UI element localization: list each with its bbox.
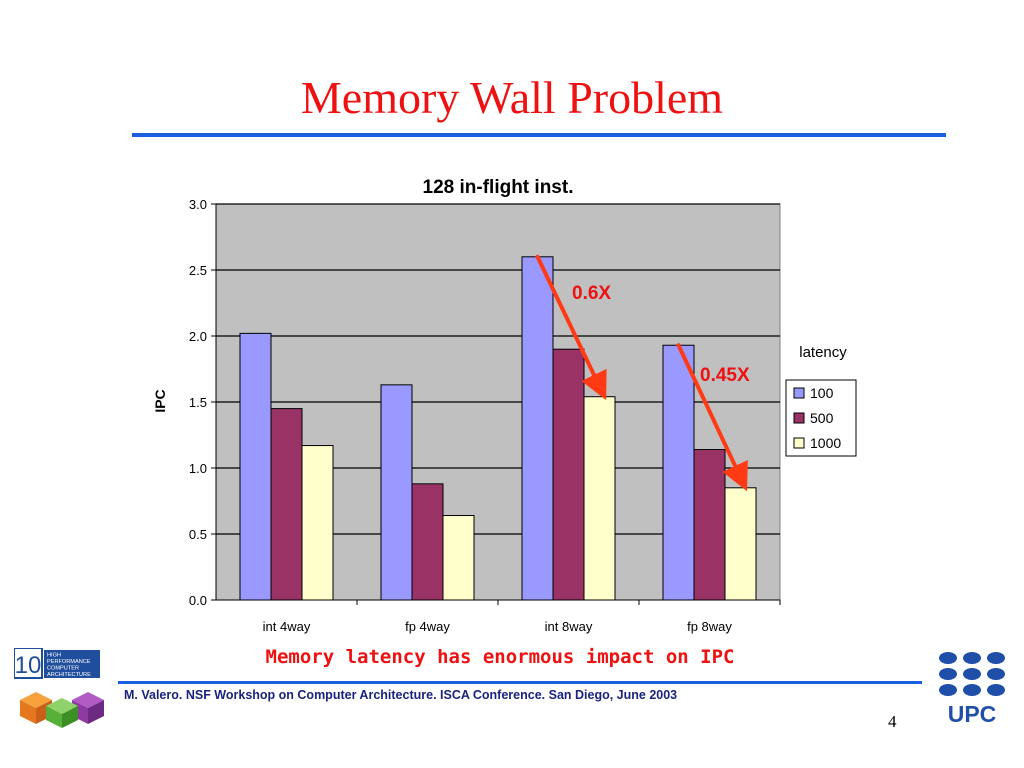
logo-line: ARCHITECTURE: [47, 672, 91, 678]
bar-100-int-8way: [522, 257, 553, 600]
legend-label-500: 500: [810, 410, 834, 426]
upc-logo: [938, 650, 1006, 726]
logo-line: COMPUTER: [47, 665, 80, 672]
bar-1000-fp-4way: [443, 516, 474, 600]
bar-1000-int-8way: [584, 397, 615, 600]
bar-500-fp-8way: [694, 450, 725, 600]
bar-500-fp-4way: [412, 484, 443, 600]
logo-line: HIGH: [47, 652, 61, 659]
y-tick-label: 3.0: [188, 197, 207, 212]
logo-numeral: 10: [14, 652, 42, 679]
slide-title: Memory Wall Problem: [300, 72, 724, 123]
x-tick-label: int 4way: [262, 619, 311, 634]
chart-title: 128 in-flight inst.: [422, 177, 574, 198]
bar-1000-fp-8way: [725, 488, 756, 600]
annotation-label-0: 0.6X: [572, 283, 612, 304]
logo-line: PERFORMANCE: [47, 659, 91, 665]
bar-1000-int-4way: [302, 446, 333, 600]
bar-100-fp-8way: [663, 345, 694, 600]
y-axis-title: IPC: [152, 389, 168, 413]
legend: [786, 380, 856, 456]
footer-citation: M. Valero. NSF Workshop on Computer Architecture. ISCA Conference. San Diego, June 2003: [124, 688, 678, 702]
legend-swatch-500: [794, 413, 804, 423]
legend-swatch-100: [794, 388, 804, 398]
y-tick-label: 1.0: [188, 461, 207, 476]
legend-label-1000: 1000: [810, 435, 842, 451]
bar-100-fp-4way: [381, 385, 412, 600]
page-number: 4: [888, 712, 897, 731]
hpca-logo: [14, 648, 114, 728]
y-tick-label: 1.5: [188, 395, 207, 410]
annotation-label-1: 0.45X: [700, 365, 750, 386]
legend-swatch-1000: [794, 438, 804, 448]
caption: Memory latency has enormous impact on IPC: [265, 646, 735, 668]
y-tick-label: 2.0: [188, 329, 207, 344]
legend-title: latency: [799, 344, 847, 361]
bar-100-int-4way: [240, 333, 271, 600]
y-tick-label: 2.5: [188, 263, 207, 278]
bar-500-int-8way: [553, 349, 584, 600]
x-tick-label: int 8way: [544, 619, 593, 634]
plot-layer: [189, 197, 780, 634]
upc-logo-text: UPC: [947, 701, 997, 726]
legend-label-100: 100: [810, 385, 834, 401]
y-tick-label: 0.0: [188, 593, 207, 608]
bar-500-int-4way: [271, 409, 302, 600]
footer-divider: [118, 681, 922, 684]
x-tick-label: fp 8way: [687, 619, 732, 634]
x-tick-label: fp 4way: [405, 619, 450, 634]
y-tick-label: 0.5: [188, 527, 207, 542]
